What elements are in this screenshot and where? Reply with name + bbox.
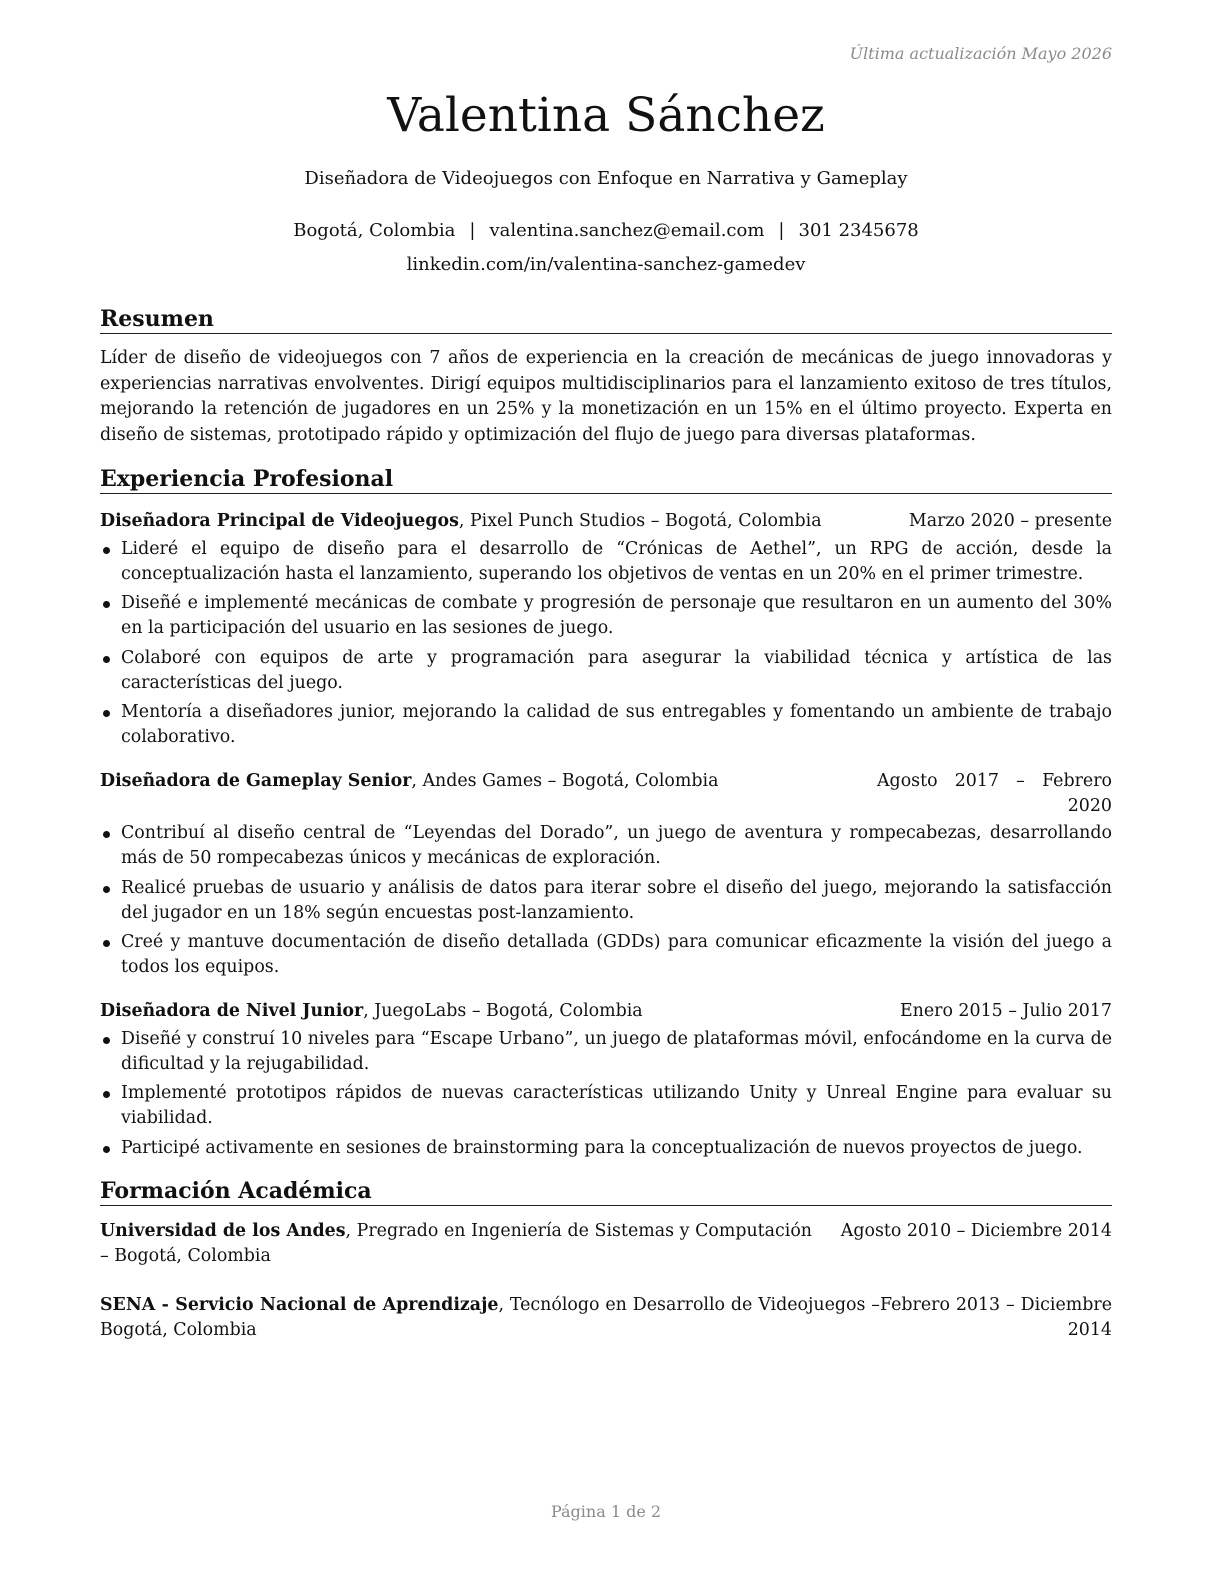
job-entry: [100, 999, 1112, 1161]
job-company: , Andes Games – Bogotá, Colombia: [411, 771, 719, 791]
contact-separator: |: [469, 220, 476, 241]
contact-separator: |: [778, 220, 785, 241]
job-bullet: Participé activamente en sesiones de brainstorming para la conceptualización de nuevos proyectos de juego.: [100, 1136, 1112, 1161]
job-title: Diseñadora Principal de Videojuegos: [100, 511, 459, 531]
last-updated: Última actualización Mayo 2026: [849, 44, 1112, 63]
page-number: Página 1 de 2: [550, 1502, 662, 1521]
job-bullet: Mentoría a diseñadores junior, mejorando la calidad de sus entregables y fomentando un ambiente de trabajo colaborativo.: [100, 700, 1112, 750]
job-entry: [100, 769, 1112, 980]
education-detail: , Tecnólogo en Desarrollo de Videojuegos – Bogotá, Colombia: [100, 1295, 881, 1340]
contact-location: Bogotá, Colombia: [293, 220, 456, 241]
job-bullet: Diseñé e implementé mecánicas de combate y progresión de personaje que resultaron en un aumento del 30% en la participación del usuario en las sesiones de juego.: [100, 591, 1112, 641]
contact-phone: 301 2345678: [798, 220, 919, 241]
job-entry: [100, 509, 1112, 750]
job-bullet: Contribuí al diseño central de “Leyendas del Dorado”, un juego de aventura y rompecabezas, desarrollando más de 50 rompecabezas únicos y mecánicas de exploración.: [100, 821, 1112, 871]
job-bullets: [100, 537, 1112, 751]
job-bullet: Realicé pruebas de usuario y análisis de datos para iterar sobre el diseño del juego, mejorando la satisfacción del jugador en un 18% según encuestas post-lanzamiento.: [100, 876, 1112, 926]
education-dates: Agosto 2010 – Diciembre 2014: [840, 1221, 1112, 1241]
job-title: Diseñadora de Gameplay Senior: [100, 771, 412, 791]
job-header: [100, 999, 1112, 1024]
job-title: Diseñadora de Nivel Junior: [100, 1001, 364, 1021]
education-section: [100, 1177, 1112, 1343]
job-bullet: Creé y mantuve documentación de diseño detallada (GDDs) para comunicar eficazmente la visión del juego a todos los equipos.: [100, 930, 1112, 980]
contact-email[interactable]: valentina.sanchez@email.com: [489, 220, 765, 241]
summary-section: [100, 305, 1112, 448]
job-bullet: Implementé prototipos rápidos de nuevas características utilizando Unity y Unreal Engine para evaluar su viabilidad.: [100, 1081, 1112, 1131]
experience-section: [100, 465, 1112, 1165]
experience-heading: Experiencia Profesional: [100, 465, 1112, 494]
job-header: [100, 509, 1112, 534]
headline: Diseñadora de Videojuegos con Enfoque en Narrativa y Gameplay: [304, 168, 908, 189]
contact-line: [100, 219, 1112, 243]
job-bullets: [100, 821, 1112, 980]
education-entry: [100, 1293, 1112, 1343]
job-company: , JuegoLabs – Bogotá, Colombia: [363, 1001, 643, 1021]
job-bullet: Colaboré con equipos de arte y programación para asegurar la viabilidad técnica y artística de las características del juego.: [100, 646, 1112, 696]
candidate-name: Valentina Sánchez: [387, 88, 825, 143]
contact-linkedin[interactable]: linkedin.com/in/valentina-sanchez-gamedev: [406, 254, 806, 275]
education-dates: Febrero 2013 – Diciembre 2014: [880, 1295, 1112, 1340]
education-institution: Universidad de los Andes: [100, 1221, 346, 1241]
job-company: , Pixel Punch Studios – Bogotá, Colombia: [458, 511, 822, 531]
job-header: [100, 769, 1112, 818]
education-institution: SENA - Servicio Nacional de Aprendizaje: [100, 1295, 499, 1315]
education-entry: [100, 1219, 1112, 1269]
job-dates: Enero 2015 – Julio 2017: [899, 1001, 1112, 1021]
job-dates: Marzo 2020 – presente: [908, 511, 1112, 531]
job-bullet: Lideré el equipo de diseño para el desarrollo de “Crónicas de Aethel”, un RPG de acción, desde la conceptualización hasta el lanzamiento, superando los objetivos de ventas en un 20% en el primer trimestre.: [100, 537, 1112, 587]
summary-heading: Resumen: [100, 305, 1112, 334]
resume-page: [100, 0, 1112, 1584]
job-bullet: Diseñé y construí 10 niveles para “Escape Urbano”, un juego de plataformas móvil, enfocándome en la curva de dificultad y la rejugabilidad.: [100, 1027, 1112, 1077]
education-heading: Formación Académica: [100, 1177, 1112, 1206]
education-detail: , Pregrado en Ingeniería de Sistemas y Computación – Bogotá, Colombia: [100, 1221, 812, 1266]
job-bullets: [100, 1027, 1112, 1161]
job-dates: Agosto 2017 – Febrero 2020: [877, 771, 1112, 816]
summary-text: Líder de diseño de videojuegos con 7 años de experiencia en la creación de mecánicas de juego innovadoras y experiencias narrativas envolventes. Dirigí equipos multidisciplinarios para el lanzamiento exitoso de tres títulos, mejorando la retención de jugadores en un 25% y la monetización en un 15% en el último proyecto. Experta en diseño de sistemas, prototipado rápido y optimización del flujo de juego para diversas plataformas.: [100, 348, 1112, 445]
